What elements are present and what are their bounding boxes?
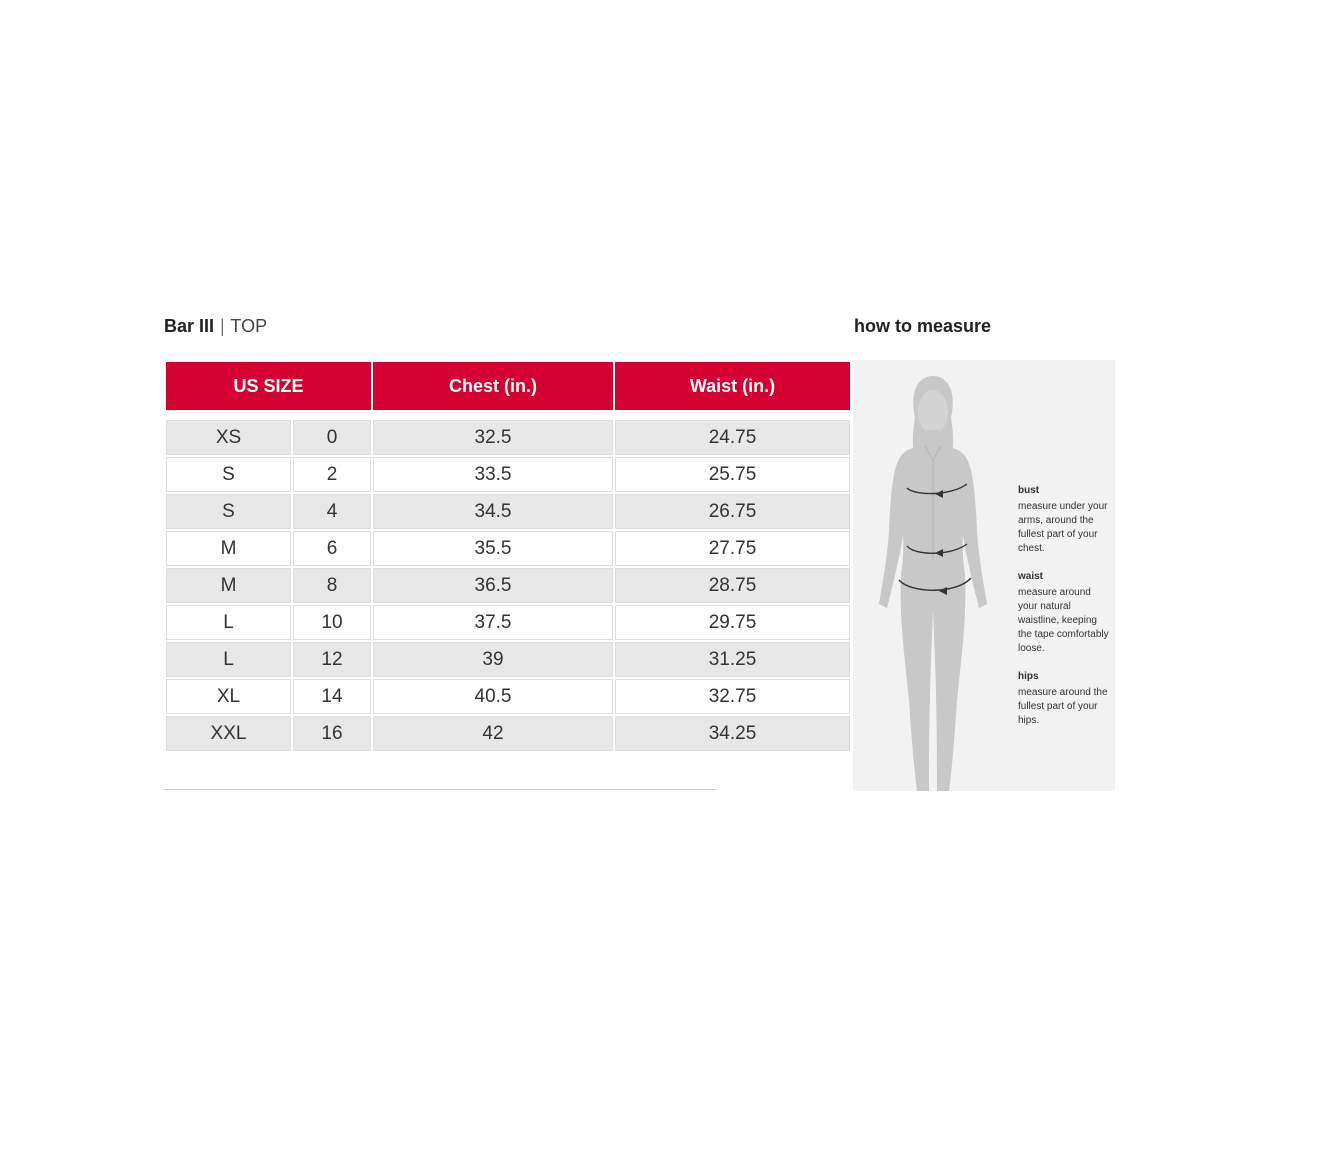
cell-waist: 25.75 [615,457,850,492]
note-hips-text: measure around the fullest part of your hips. [1018,687,1108,726]
note-bust-text: measure under your arms, around the fullest part of your chest. [1018,501,1108,554]
cell-numeric-size: 16 [293,716,371,751]
cell-numeric-size: 8 [293,568,371,603]
note-waist [1018,570,1112,656]
title-separator: | [220,316,225,336]
cell-us-size: XXL [166,716,291,751]
cell-waist: 29.75 [615,605,850,640]
note-bust [1018,484,1112,556]
table-row [166,494,850,529]
table-row [166,605,850,640]
size-table [164,360,852,753]
cell-numeric-size: 10 [293,605,371,640]
chart-title [164,314,267,338]
cell-waist: 26.75 [615,494,850,529]
table-row [166,531,850,566]
table-row [166,568,850,603]
cell-us-size: L [166,605,291,640]
cell-us-size: S [166,494,291,529]
cell-waist: 32.75 [615,679,850,714]
cell-chest: 39 [373,642,613,677]
cell-chest: 40.5 [373,679,613,714]
cell-numeric-size: 12 [293,642,371,677]
cell-us-size: XS [166,420,291,455]
spacer-cell [166,412,850,418]
cell-chest: 32.5 [373,420,613,455]
cell-waist: 34.25 [615,716,850,751]
how-to-measure-panel [853,360,1115,791]
brand-name: Bar III [164,316,215,336]
cell-us-size: M [166,531,291,566]
cell-chest: 36.5 [373,568,613,603]
cell-chest: 34.5 [373,494,613,529]
cell-numeric-size: 6 [293,531,371,566]
table-row [166,642,850,677]
note-waist-text: measure around your natural waistline, keeping the tape comfortably loose. [1018,587,1109,654]
cell-chest: 33.5 [373,457,613,492]
header-us-size: US SIZE [166,362,371,410]
bottom-divider [164,789,716,790]
cell-numeric-size: 2 [293,457,371,492]
header-waist: Waist (in.) [615,362,850,410]
note-waist-heading: waist [1018,571,1044,582]
cell-waist: 24.75 [615,420,850,455]
cell-numeric-size: 4 [293,494,371,529]
cell-us-size: XL [166,679,291,714]
cell-chest: 37.5 [373,605,613,640]
how-to-measure-title: how to measure [854,316,992,336]
header-chest: Chest (in.) [373,362,613,410]
note-hips [1018,670,1112,728]
note-bust-heading: bust [1018,485,1040,496]
table-row [166,457,850,492]
cell-waist: 27.75 [615,531,850,566]
cell-numeric-size: 0 [293,420,371,455]
cell-waist: 31.25 [615,642,850,677]
table-header-row [166,362,850,410]
cell-chest: 35.5 [373,531,613,566]
table-row [166,716,850,751]
table-row [166,420,850,455]
measure-notes [1018,484,1112,742]
cell-us-size: L [166,642,291,677]
cell-us-size: S [166,457,291,492]
table-spacer [166,412,850,418]
cell-waist: 28.75 [615,568,850,603]
cell-numeric-size: 14 [293,679,371,714]
cell-chest: 42 [373,716,613,751]
note-hips-heading: hips [1018,671,1039,682]
product-type: TOP [230,316,268,336]
cell-us-size: M [166,568,291,603]
table-row [166,679,850,714]
